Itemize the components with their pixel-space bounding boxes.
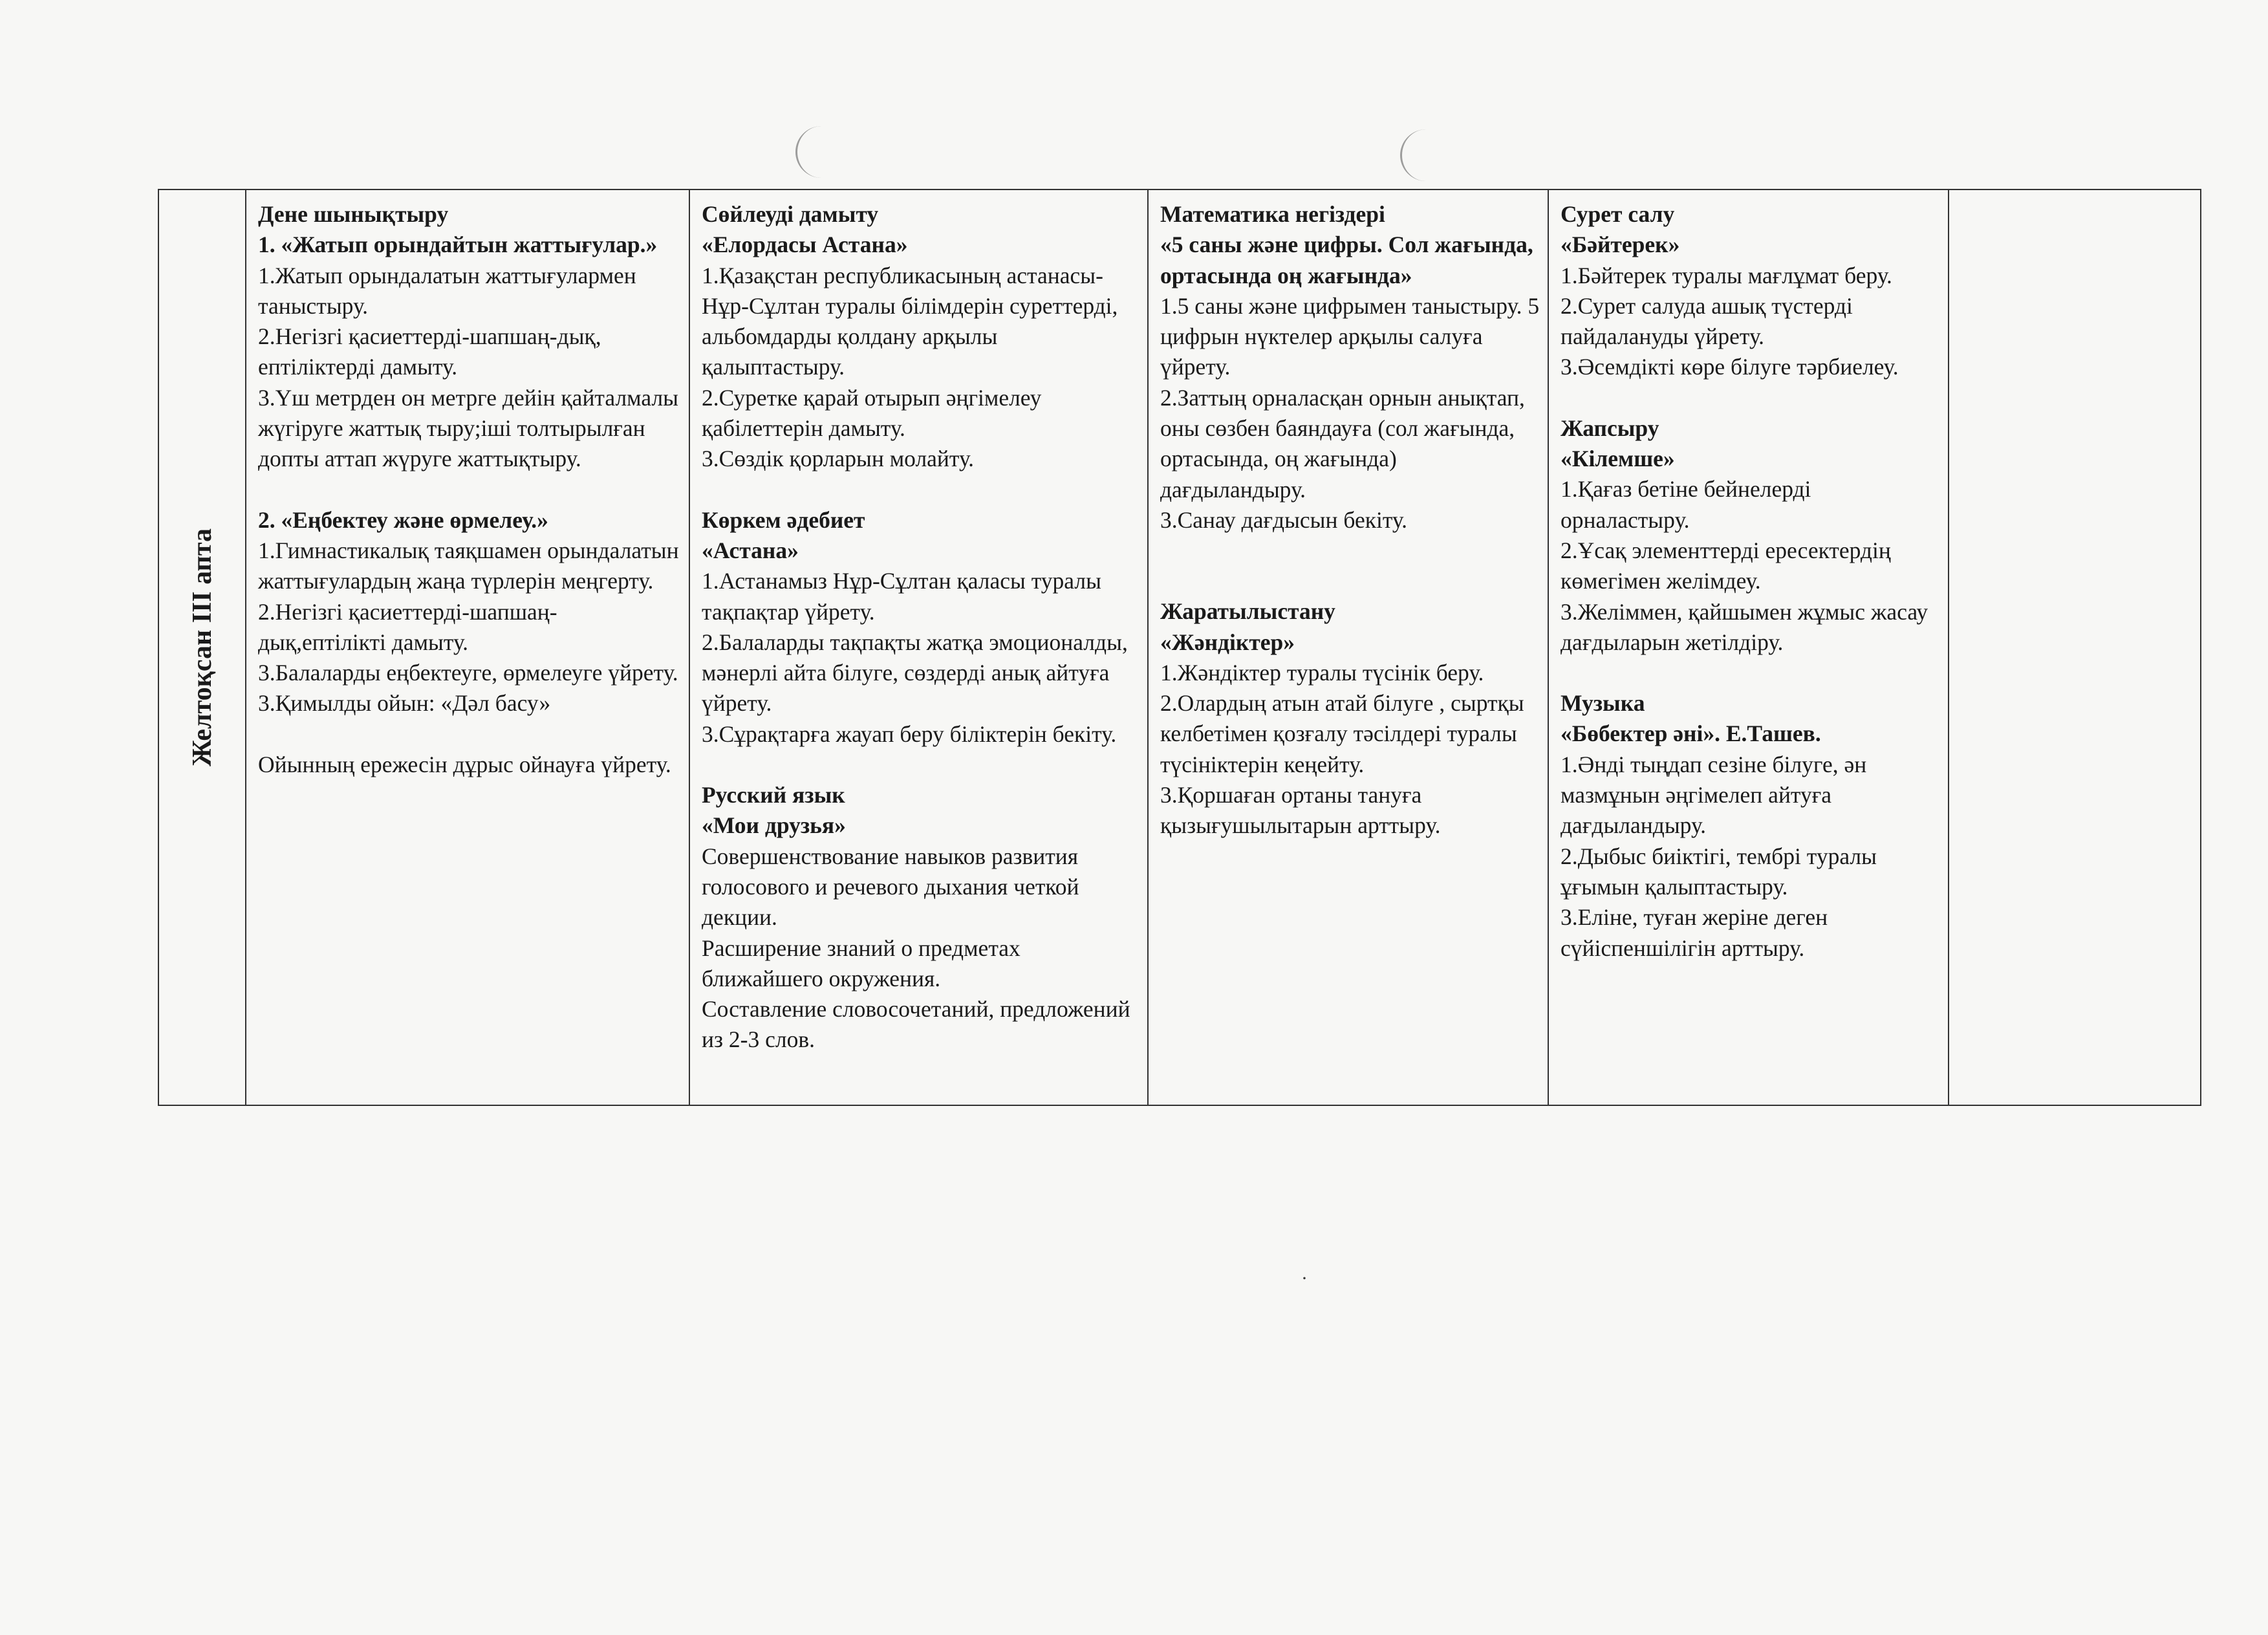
subject-column-4	[1548, 189, 1949, 1105]
plan-line: 3.Балаларды еңбектеуге, өрмелеуге үйрету.	[258, 660, 678, 686]
table-row	[158, 189, 2201, 1105]
subject-title: Сөйлеуді дамыту	[702, 201, 879, 227]
subject-block	[1561, 413, 1941, 658]
plan-line: «Астана»	[702, 537, 799, 563]
week-label: Желтоқсан ІІІ апта	[187, 528, 217, 767]
subject-title: Музыка	[1561, 690, 1645, 717]
subject-title: Көркем әдебиет	[702, 506, 865, 533]
plan-line: 1. «Жатып орындайтын жаттығулар.»	[258, 232, 658, 258]
subject-column-5	[1949, 189, 2201, 1105]
plan-line: 3.Әсемдікті көре білуге тәрбиелеу.	[1561, 354, 1899, 380]
subject-block	[258, 688, 682, 719]
plan-line: Расширение знаний о предметах ближайшего окружения.	[702, 935, 1021, 991]
plan-line: 3.Үш метрден он метрге дейін қайталмалы жүгіруге жаттық тыру;іші толтырылған допты аттап жүруге жаттықтыру.	[258, 384, 679, 472]
weekly-plan-table	[158, 189, 2201, 1106]
plan-line: 3.Сұрақтарға жауап беру біліктерін бекіту.	[702, 720, 1117, 747]
plan-line: Ойынның ережесін дұрыс ойнауға үйрету.	[258, 751, 671, 777]
subject-title: Жаратылыстану	[1160, 598, 1335, 625]
subject-title: Сурет салу	[1561, 201, 1675, 227]
plan-line: 1.Қазақстан республикасының астанасы-Нұр-Сұлтан туралы білімдерін суреттерді, альбомдарды қолдану арқылы қалыптастыру.	[702, 262, 1118, 380]
subject-title: Дене шынықтыру	[258, 201, 449, 227]
cell-content	[690, 190, 1147, 1056]
subject-title: 2. «Еңбектеу және өрмелеу.»	[258, 506, 548, 533]
week-cell	[158, 189, 246, 1105]
plan-line: «5 саны және цифры. Сол жағында, ортасында оң жағында»	[1160, 232, 1533, 288]
plan-line: «Бәйтерек»	[1561, 232, 1680, 258]
plan-line: 3.Еліне, туған жеріне деген сүйіспеншілігін арттыру.	[1561, 904, 1828, 961]
subject-block	[702, 505, 1141, 750]
cell-content	[1949, 190, 2200, 199]
subject-title: Жапсыру	[1561, 415, 1659, 441]
plan-line: 1.Бәйтерек туралы мағлұмат беру.	[1561, 262, 1892, 288]
plan-line: 2.Негізгі қасиеттерді-шапшаң-дық, ептіліктерді дамыту.	[258, 323, 601, 380]
cell-content	[246, 190, 689, 780]
scan-mark	[795, 126, 830, 178]
plan-line: Совершенствование навыков развития голосового и речевого дыхания четкой декции.	[702, 843, 1079, 931]
plan-line: 2.Ұсақ элементтерді ересектердің көмегімен желімдеу.	[1561, 537, 1891, 594]
scan-mark	[1400, 129, 1434, 181]
plan-line: «Мои друзья»	[702, 812, 846, 839]
plan-line: 2.Балаларды тақпақты жатқа эмоционалды, мәнерлі айта білуге, сөздерді анық айтуға үйрету.	[702, 629, 1128, 717]
subject-block	[1561, 688, 1941, 964]
cell-content	[1149, 190, 1548, 841]
plan-line: 1.5 саны және цифрымен таныстыру. 5 цифрын нүктелер арқылы салуға үйрету.	[1160, 292, 1540, 380]
plan-line: 3.Желіммен, қайшымен жұмыс жасау дағдыларын жетілдіру.	[1561, 598, 1928, 655]
plan-line: 3.Санау дағдысын бекіту.	[1160, 506, 1407, 533]
plan-line: 3.Сөздік қорларын молайту.	[702, 446, 975, 472]
subject-column-2	[689, 189, 1148, 1105]
subject-block	[1160, 596, 1541, 841]
subject-block	[1561, 199, 1941, 383]
subject-title: Русский язык	[702, 782, 845, 808]
plan-line: 2.Суретке қарай отырып әңгімелеу қабілеттерін дамыту.	[702, 384, 1042, 442]
plan-line: 1.Гимнастикалық таяқшамен орындалатын жаттығулардың жаңа түрлерін меңгерту.	[258, 537, 679, 594]
plan-line: 1.Қағаз бетіне бейнелерді орналастыру.	[1561, 476, 1811, 533]
cell-content	[1549, 190, 1948, 964]
subject-block	[258, 505, 682, 689]
plan-line: 2.Заттың орналасқан орнын анықтап, оны сөзбен баяндауға (сол жағында, ортасында, оң жағында) дағдыландыру.	[1160, 384, 1525, 503]
plan-line: Составление словосочетаний, предложений из 2-3 слов.	[702, 996, 1130, 1053]
plan-line: «Жәндіктер»	[1160, 629, 1295, 655]
plan-line: 1.Жәндіктер туралы түсінік беру.	[1160, 659, 1484, 686]
subject-title: Математика негіздері	[1160, 201, 1385, 227]
plan-line: 2.Олардың атын атай білуге , сыртқы келбетімен қозғалу тәсілдері туралы түсініктерін кеңейту.	[1160, 690, 1524, 777]
plan-line: 2.Негізгі қасиеттерді-шапшаң-дық,ептілікті дамыту.	[258, 598, 557, 655]
plan-line: «Бөбектер әні». Е.Ташев.	[1561, 720, 1821, 747]
subject-block	[258, 199, 682, 475]
subject-block	[702, 780, 1141, 1056]
plan-line: 1.Әнді тыңдап сезіне білуге, ән мазмұнын әңгімелеп айтуға дағдыландыру.	[1561, 751, 1867, 839]
plan-line: 2.Сурет салуда ашық түстерді пайдалануды үйрету.	[1561, 292, 1853, 350]
subject-block	[1160, 199, 1541, 536]
subject-column-3	[1148, 189, 1548, 1105]
plan-line: 1.Астанамыз Нұр-Сұлтан қаласы туралы тақпақтар үйрету.	[702, 568, 1101, 625]
plan-line: 1.Жатып орындалатын жаттығулармен таныстыру.	[258, 262, 636, 319]
subject-block	[258, 750, 682, 780]
plan-line: 3.Қоршаған ортаны тануға қызығушылытарын арттыру.	[1160, 782, 1441, 839]
plan-line: 2.Дыбыс биіктігі, тембрі туралы ұғымын қалыптастыру.	[1561, 843, 1877, 900]
subject-column-1	[246, 189, 689, 1105]
subject-block	[702, 199, 1141, 475]
plan-line: «Кілемше»	[1561, 446, 1675, 472]
plan-line: «Елордасы Астана»	[702, 232, 908, 258]
plan-line: 3.Қимылды ойын: «Дәл басу»	[258, 690, 551, 717]
scan-speck: ·	[1301, 1268, 1308, 1289]
